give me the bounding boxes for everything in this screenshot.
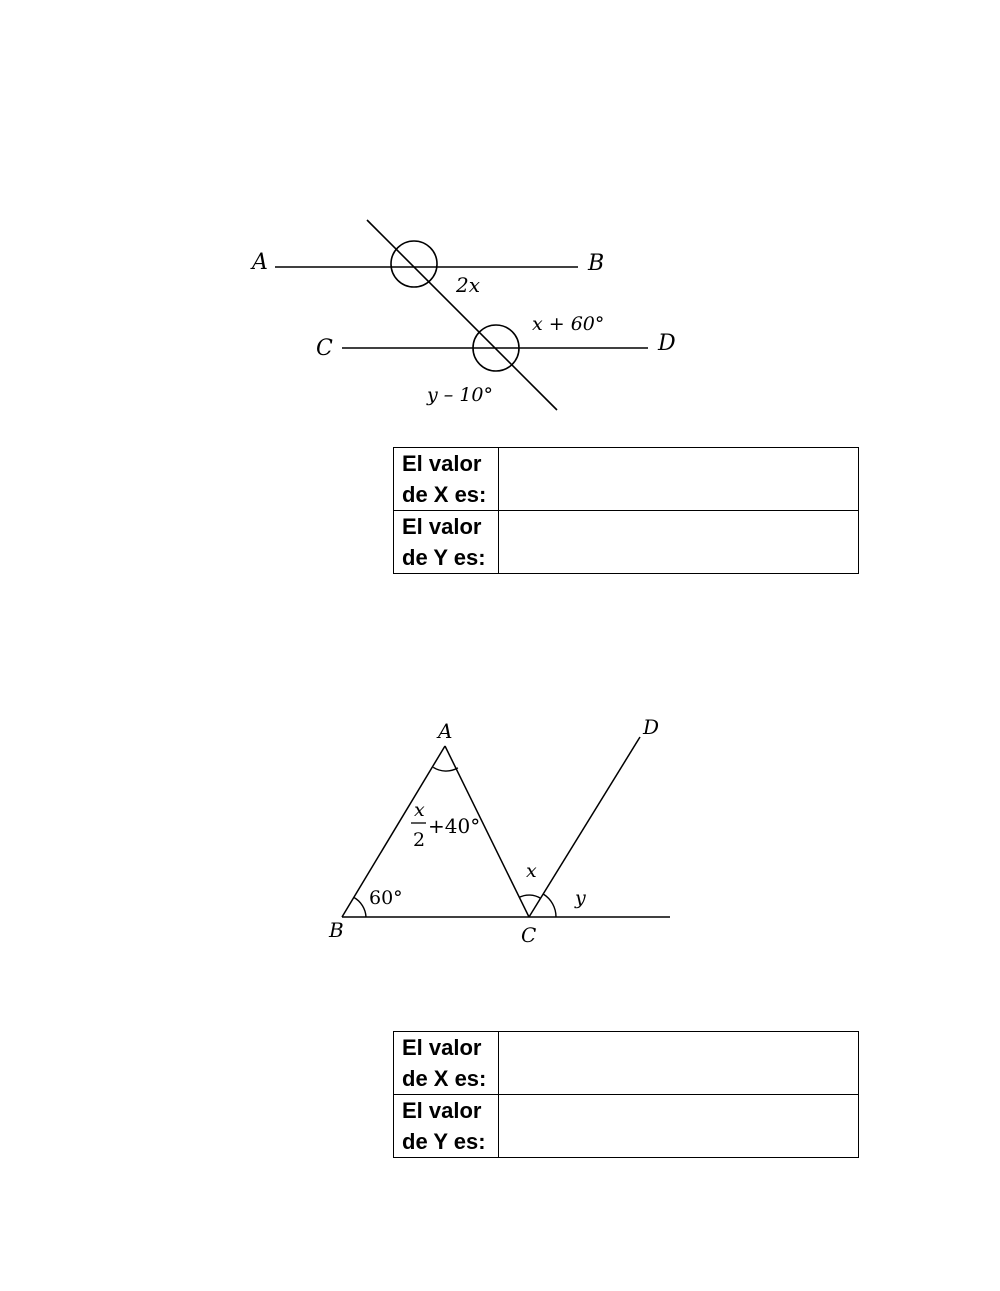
answer-y-input[interactable] (499, 512, 858, 572)
angle-x-arc (519, 895, 540, 898)
answer-row-y (394, 1095, 859, 1158)
label-line: El valor (402, 1035, 482, 1060)
point-a-label: A (438, 719, 453, 743)
parallel-lines-diagram (230, 205, 700, 420)
value-x-cell[interactable] (499, 1032, 859, 1095)
value-y-cell[interactable] (499, 511, 859, 574)
angle-x-plus-60-label: x + 60° (532, 313, 605, 335)
point-c-label: C (521, 923, 537, 947)
angle-b-arc (354, 897, 366, 917)
triangle-diagram (320, 710, 690, 960)
angle-a-plus-40-label: +40° (428, 814, 481, 838)
angle-x-label: x (526, 860, 537, 882)
point-d-label: D (658, 331, 676, 356)
angle-y-minus-10-label: y – 10° (427, 384, 493, 406)
point-b-label: B (329, 918, 344, 942)
point-c-label: C (316, 336, 333, 361)
label-line: de Y es: (402, 545, 486, 570)
point-a-label: A (252, 250, 268, 275)
value-x-cell[interactable] (499, 448, 859, 511)
label-x-cell (394, 448, 499, 511)
answer-row-y (394, 511, 859, 574)
answer-table-1 (393, 447, 859, 574)
answer-x-input[interactable] (499, 1033, 858, 1093)
triangle-figure (320, 710, 690, 960)
point-d-label: D (643, 715, 660, 739)
value-y-cell[interactable] (499, 1095, 859, 1158)
angle-a-numerator: x (414, 799, 425, 821)
angle-2x-label: 2x (456, 273, 481, 297)
label-x-cell (394, 1032, 499, 1095)
angle-circle-top (391, 241, 437, 287)
parallel-lines-figure (230, 205, 700, 420)
label-y-cell (394, 1095, 499, 1158)
label-y-cell (394, 511, 499, 574)
angle-y-label: y (575, 887, 586, 909)
angle-a-arc (433, 767, 458, 771)
answer-x-input[interactable] (499, 449, 858, 509)
transversal-line (367, 220, 557, 410)
answer-table-2 (393, 1031, 859, 1158)
answer-row-x (394, 448, 859, 511)
label-line: de X es: (402, 1066, 487, 1091)
label-line: de Y es: (402, 1129, 486, 1154)
label-line: El valor (402, 451, 482, 476)
label-line: El valor (402, 514, 482, 539)
angle-a-denominator: 2 (413, 829, 426, 851)
answer-row-x (394, 1032, 859, 1095)
point-b-label: B (588, 251, 605, 276)
label-line: de X es: (402, 482, 487, 507)
angle-b-60-label: 60° (369, 887, 403, 909)
label-line: El valor (402, 1098, 482, 1123)
answer-y-input[interactable] (499, 1096, 858, 1156)
angle-y-arc (543, 894, 556, 917)
